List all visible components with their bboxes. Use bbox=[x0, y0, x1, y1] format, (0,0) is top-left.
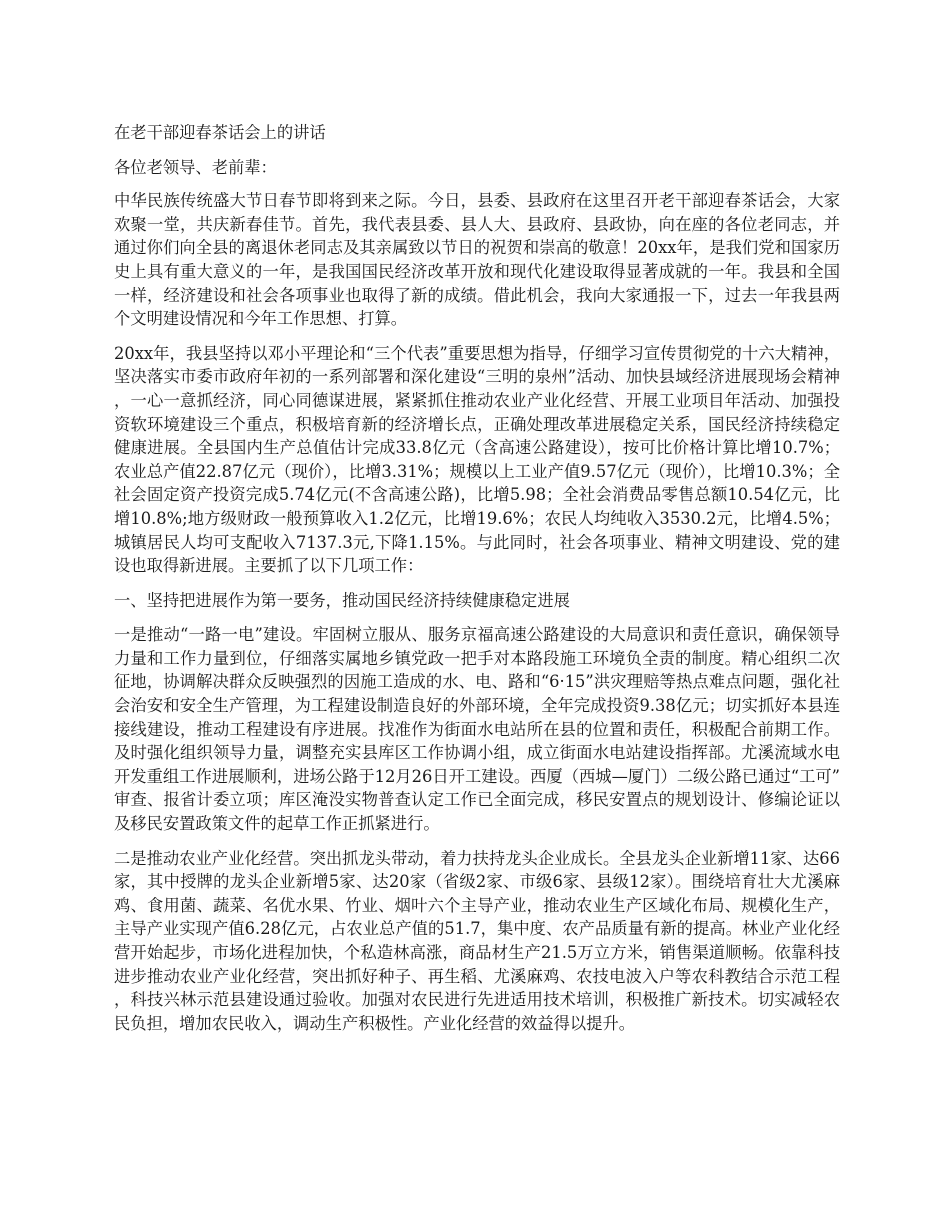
greeting: 各位老领导、老前辈： bbox=[114, 157, 277, 177]
document-title: 在老干部迎春茶话会上的讲话 bbox=[114, 123, 326, 142]
document-page bbox=[114, 121, 840, 1046]
paragraph-road-power: 一是推动“一路一电”建设。牢固树立服从、服务京福高速公路建设的大局意识和责任意识，确保领导力量和工作力量到位，仔细落实属地乡镇党政一把手对本路段施工环境负全责的制度。精心组织二次征地，协调解决群众反映强烈的因施工造成的水、电、路和“6·15”洪灾理赔等热点难点问题，强化社会治安和安全生产管理，为工程建设制造良好的外部环境，全年完成投资9.38亿元；切实抓好本县连接线建设，推动工程建设有序进展。找准作为街面水电站所在县的位置和责任，积极配合前期工作。及时强化组织领导力量，调整充实县库区工作协调小组，成立街面水电站建设指挥部。尤溪流域水电开发重组工作进展顺利，进场公路于12月26日开工建设。西厦（西城—厦门）二级公路已通过“工可”审查、报省计委立项；库区淹没实物普查认定工作已全面完成，移民安置点的规划设计、修编论证以及移民安置政策文件的起草工作正抓紧进行。 bbox=[114, 625, 840, 834]
section-heading: 一、坚持把进展作为第一要务，推动国民经济持续健康稳定进展 bbox=[114, 590, 570, 610]
paragraph-opening: 中华民族传统盛大节日春节即将到来之际。今日，县委、县政府在这里召开老干部迎春茶话会，大家欢聚一堂，共庆新春佳节。首先，我代表县委、县人大、县政府、县政协，向在座的各位老同志，并通过你们向全县的离退休老同志及其亲属致以节日的祝贺和崇高的敬意！20xx年，是我们党和国家历史上具有重大意义的一年，是我国国民经济改革开放和现代化建设取得显著成就的一年。我县和全国一样，经济建设和社会各项事业也取得了新的成绩。借此机会，我向大家通报一下，过去一年我县两个文明建设情况和今年工作思想、打算。 bbox=[114, 191, 840, 329]
paragraph-agriculture: 二是推动农业产业化经营。突出抓龙头带动，着力扶持龙头企业成长。全县龙头企业新增11家、达66家，其中授牌的龙头企业新增5家、达20家（省级2家、市级6家、县级12家）。围绕培育壮大尤溪麻鸡、食用菌、蔬菜、名优水果、竹业、烟叶六个主导产业，推动农业生产区域化布局、规模化生产，主导产业实现产值6.28亿元，占农业总产值的51.7，集中度、农产品质量有新的提高。林业产业化经营开始起步，市场化进程加快，个私造林高涨，商品材生产21.5万立方米，销售渠道顺畅。依靠科技进步推动农业产业化经营，突出抓好种子、再生稻、尤溪麻鸡、农技电波入户等农科教结合示范工程，科技兴林示范县建设通过验收。加强对农民进行先进适用技术培训，积极推广新技术。切实减轻农民负担，增加农民收入，调动生产积极性。产业化经营的效益得以提升。 bbox=[114, 848, 840, 1033]
paragraph-economic-summary: 20xx年，我县坚持以邓小平理论和“三个代表”重要思想为指导，仔细学习宣传贯彻党的十六大精神，坚决落实市委市政府年初的一系列部署和深化建设“三明的泉州”活动、加快县域经济进展现场会精神，一心一意抓经济，同心同德谋进展，紧紧抓住推动农业产业化经营、开展工业项目年活动、加强投资软环境建设三个重点，积极培育新的经济增长点，正确处理改革进展稳定关系，国民经济持续稳定健康进展。全县国内生产总值估计完成33.8亿元（含高速公路建设），按可比价格计算比增10.7%；农业总产值22.87亿元（现价），比增3.31%；规模以上工业产值9.57亿元（现价），比增10.3%；全社会固定资产投资完成5.74亿元(不含高速公路)，比增5.98；全社会消费品零售总额10.54亿元，比增10.8%;地方级财政一般预算收入1.2亿元，比增19.6%；农民人均纯收入3530.2元，比增4.5%；城镇居民人均可支配收入7137.3元,下降1.15%。与此同时，社会各项事业、精神文明建设、党的建设也取得新进展。主要抓了以下几项工作： bbox=[114, 343, 840, 576]
